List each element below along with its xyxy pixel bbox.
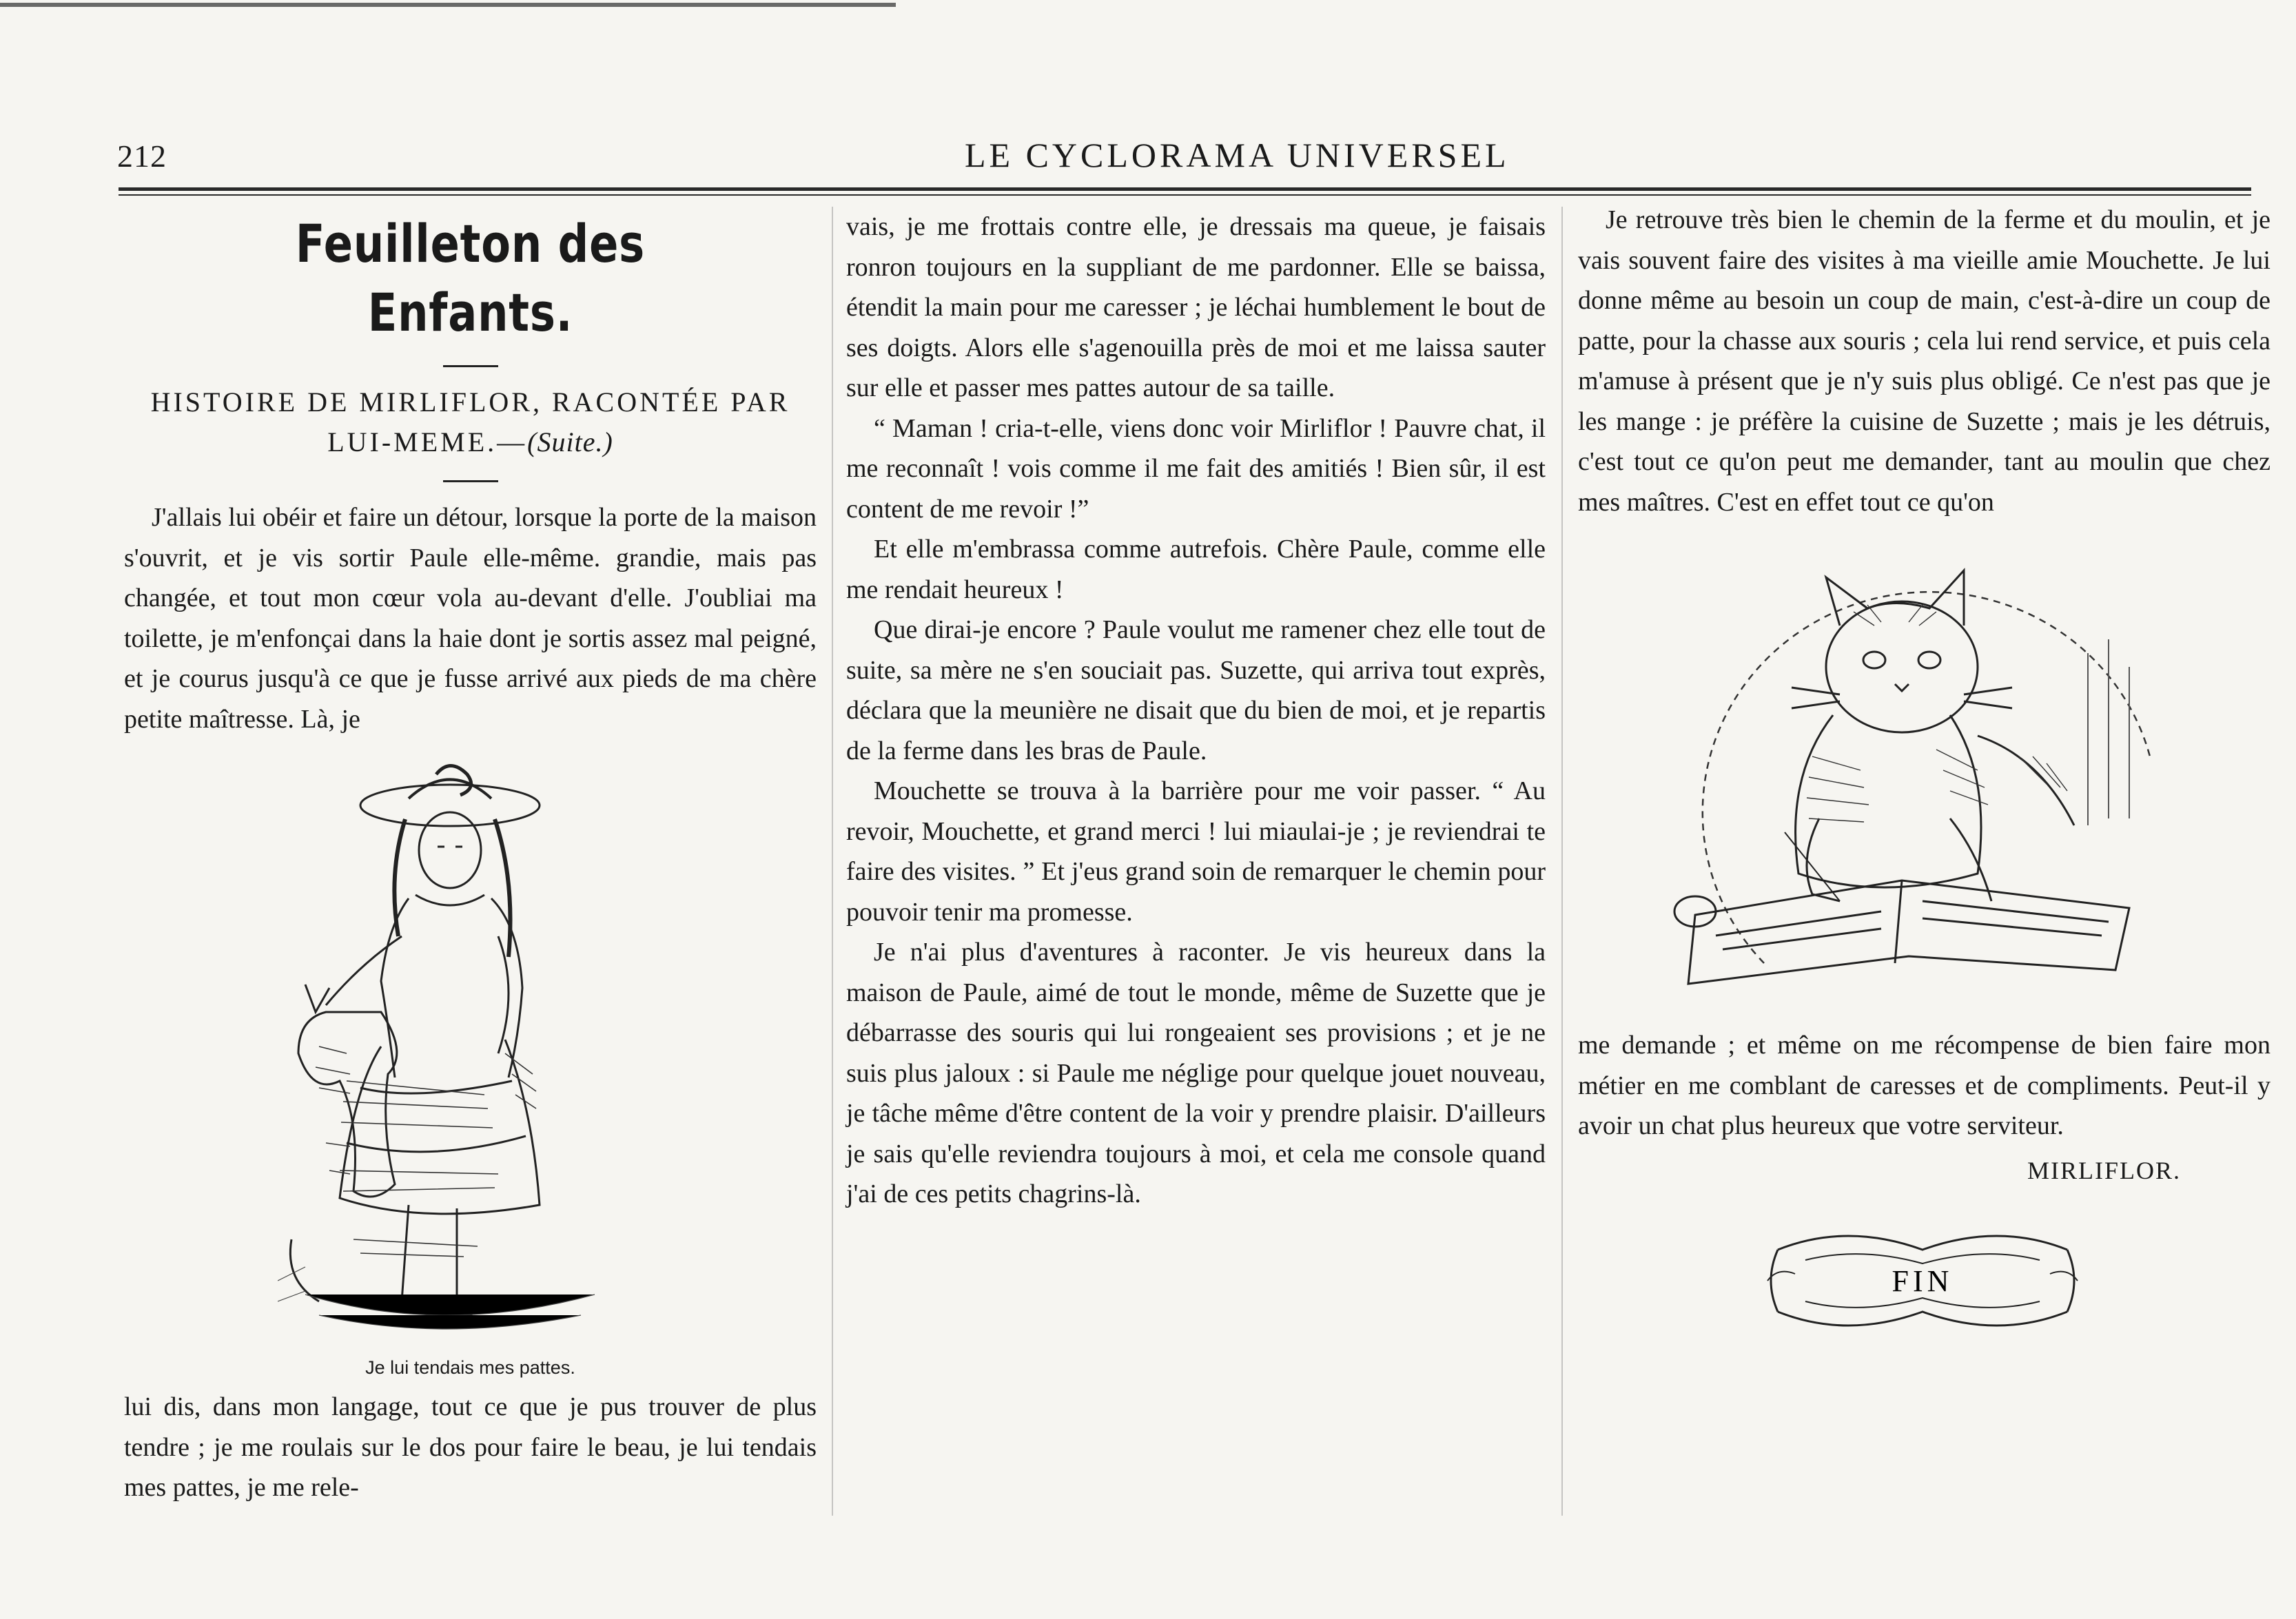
paragraph: “ Maman ! cria-t-elle, viens donc voir Mirliflor ! Pauvre chat, il me reconnaît ! vois comme il me fait des amitiés ! Bien sûr, il est content de me revoir !” bbox=[846, 413, 1546, 524]
story-title bbox=[124, 382, 817, 462]
paragraph: vais, je me frottais contre elle, je dressais ma queue, je faisais ronron toujours en la suppliant de me pardonner. Elle se baissa, étendit la main pour me caresser ; je léchai humblement le bout de ses doigts. Alors elle s'agenouilla près de moi et me laissa sauter sur elle et passer mes pattes autour de sa taille. bbox=[846, 212, 1546, 402]
section-title: Feuilleton des Enfants. bbox=[295, 213, 646, 343]
girl-with-cat-illustration bbox=[278, 757, 664, 1350]
scan-edge-line bbox=[0, 3, 896, 7]
cat-reading-book-illustration bbox=[1537, 529, 2267, 1025]
paragraph: Je n'ai plus d'aventures à raconter. Je vis heureux dans la maison de Paule, aimé de tout le monde, même de Suzette que je débarrasse des souris qui lui rongeaient ses provisions ; et je ne suis plus jaloux : si Paule me néglige pour quelque jouet nouveau, je tâche même d'être content de la voir y prendre plaisir. D'ailleurs je sais qu'elle reviendra toujours à moi, et cela me console quand j'ai de ces petits chagrins-là. bbox=[846, 938, 1546, 1208]
page-header bbox=[117, 132, 2253, 187]
paragraph: Je retrouve très bien le chemin de la ferme et du moulin, et je vais souvent faire des visites à ma vieille amie Mouchette. Je lui donne même au besoin un coup de main, c'est-à-dire un coup de patte, pour la chasse aux souris ; cela lui rend service, et puis cela m'amuse à présent que je n'y suis plus obligé. Ce n'est pas que je les mange : je préfère la cuisine de Suzette ; mais je les détruis, c'est tout ce qu'on peut me demander, tant au moulin que chez mes maîtres. C'est en effet tout ce qu'on bbox=[1578, 205, 2271, 517]
running-title: LE CYCLORAMA UNIVERSEL bbox=[965, 136, 1510, 174]
fin-ornament bbox=[1764, 1222, 2081, 1339]
title-rule bbox=[443, 365, 498, 367]
page-number: 212 bbox=[117, 138, 167, 174]
paragraph: me demande ; et même on me récompense de bien faire mon métier en me comblant de caresses et de compliments. Peut-il y avoir un chat plus heureux que votre serviteur. bbox=[1578, 1031, 2271, 1140]
header-rule-thick bbox=[119, 187, 2251, 191]
column-1 bbox=[124, 207, 817, 1508]
paragraph: Et elle m'embrassa comme autrefois. Chère Paule, comme elle me rendait heureux ! bbox=[846, 535, 1546, 604]
header-rule-thin bbox=[119, 194, 2251, 196]
title-rule bbox=[443, 480, 498, 482]
story-title-text: HISTOIRE DE MIRLIFLOR, RACONTÉE PAR LUI-MEME.— bbox=[150, 386, 790, 457]
paragraph: Mouchette se trouva à la barrière pour me voir passer. “ Au revoir, Mouchette, et grand merci ! lui miaulai-je ; je reviendrai te faire des visites. ” Et j'eus grand soin de remarquer le chemin pour pouvoir tenir ma promesse. bbox=[846, 776, 1546, 927]
illustration-caption: Je lui tendais mes pattes. bbox=[365, 1357, 575, 1378]
paragraph: Que dirai-je encore ? Paule voulut me ramener chez elle tout de suite, sa mère ne s'en souciait pas. Suzette, qui arriva tout exprès, déclara que la meunière ne disait que du bien de moi, et je repartis de la ferme dans les bras de Paule. bbox=[846, 615, 1546, 765]
paragraph: J'allais lui obéir et faire un détour, lorsque la porte de la maison s'ouvrit, et je vis sortir Paule elle-même. grandie, mais pas changée, et tout mon cœur vola au-devant d'elle. J'oubliai ma toilette, je m'enfonçai dans la haie dont je sortis assez mal peigné, et je courus jusqu'à ce que je fusse arrivé aux pieds de ma chère petite maîtresse. Là, je bbox=[124, 503, 817, 734]
column-divider bbox=[832, 207, 833, 1516]
paragraph: lui dis, dans mon langage, tout ce que je pus trouver de plus tendre ; je me roulais sur le dos pour faire le beau, je lui tendais mes pattes, je me rele- bbox=[124, 1392, 817, 1502]
column-3 bbox=[1578, 200, 2271, 1339]
story-suite: (Suite.) bbox=[527, 426, 613, 457]
fin-text: FIN bbox=[1892, 1264, 1954, 1298]
column-2 bbox=[846, 207, 1546, 1215]
author-signature: MIRLIFLOR. bbox=[2027, 1156, 2181, 1184]
